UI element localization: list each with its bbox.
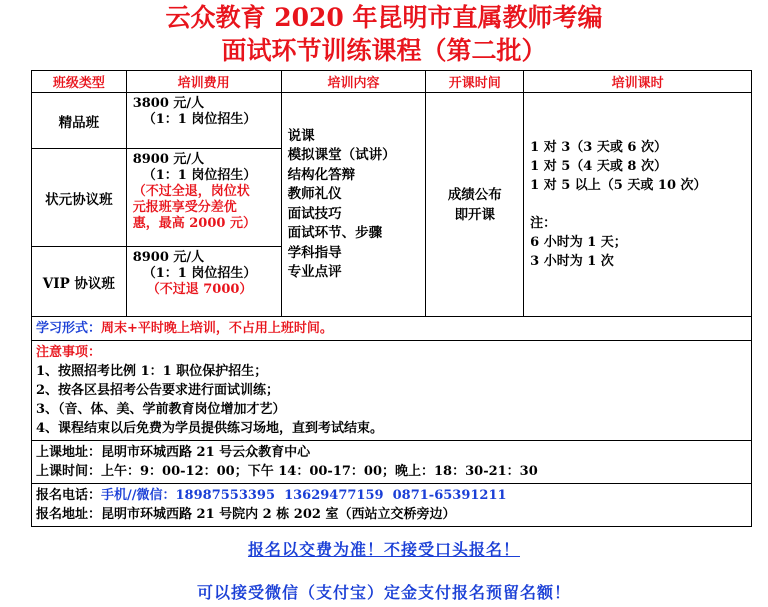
footer-notice: 报名以交费为准！不接受口头报名！ [247, 540, 520, 559]
class-time-label: 上课时间： [36, 464, 102, 479]
fee-note: （不过全退，岗位状 [132, 184, 250, 199]
start-time [426, 93, 524, 317]
hours-note-label: 注： [530, 216, 557, 231]
class-address [36, 443, 747, 462]
phone-value: 18987553395 13629477159 0871-65391211 [175, 488, 507, 503]
class-name: 状元协议班 [32, 149, 127, 247]
hours-item: 6 小时为 1 天； [530, 235, 627, 250]
hours-item: 3 小时为 1 次 [530, 254, 614, 269]
content-item: 专业点评 [287, 264, 342, 280]
start-line: 成绩公布 [447, 186, 502, 203]
content-item: 说课 [287, 127, 315, 144]
header-content: 培训内容 [281, 71, 426, 93]
header-start-time: 开课时间 [426, 71, 524, 93]
class-fee [126, 149, 281, 247]
start-line: 即开课 [454, 206, 496, 223]
fee-note: 元报班享受分差优 [132, 200, 237, 215]
class-info-row [32, 441, 752, 484]
study-form [32, 317, 752, 341]
notes-label: 注意事项： [36, 345, 102, 360]
hours-spacer [530, 195, 751, 214]
study-form-value: 周末+平时晚上培训，不占用上班时间。 [101, 321, 333, 336]
registration-phone [36, 486, 747, 505]
course-table [31, 70, 752, 527]
reg-address-label: 报名地址： [36, 507, 102, 522]
class-address-value: 昆明市环城西路 21 号云众教育中心 [101, 445, 311, 460]
fee-price: 8900 元/人 [132, 152, 205, 167]
header-fee: 培训费用 [126, 71, 281, 93]
page-subtitle: 面试环节训练课程（第二批） [221, 36, 547, 65]
registration-info [32, 484, 752, 527]
class-address-label: 上课地址： [36, 445, 102, 460]
training-hours [524, 93, 752, 317]
note-item: 4、课程结束以后免费为学员提供练习场地，直到考试结束。 [36, 421, 384, 436]
class-time [36, 462, 747, 481]
note-item: 2、按各区县招考公告要求进行面试训练； [36, 383, 280, 398]
content-item: 面试技巧 [287, 205, 342, 222]
content-item: 教师礼仪 [287, 186, 342, 202]
header-hours: 培训课时 [524, 71, 752, 93]
fee-price: 3800 元/人 [132, 96, 205, 111]
class-fee [126, 93, 281, 149]
fee-enrollment: （1：1 岗位招生） [142, 266, 257, 281]
table-row [32, 93, 752, 149]
fee-note: 惠，最高 2000 元） [132, 216, 256, 231]
class-fee [126, 247, 281, 317]
study-form-label: 学习形式： [36, 321, 102, 336]
hours-item: 1 对 3（3 天或 6 次） [530, 140, 667, 155]
training-content [281, 93, 426, 317]
phone-label: 报名电话： [36, 488, 102, 503]
note-item: 1、按照招考比例 1：1 职位保护招生； [36, 364, 268, 379]
fee-enrollment: （1：1 岗位招生） [142, 112, 257, 127]
fee-note: （不过退 7000） [146, 282, 253, 297]
table-header-row [32, 71, 752, 93]
header-class-type: 班级类型 [32, 71, 127, 93]
content-item: 学科指导 [287, 244, 342, 261]
notes-row [32, 341, 752, 441]
class-info [32, 441, 752, 484]
class-time-value: 上午：9：00-12：00；下午 14：00-17：00；晚上：18：30-21：30 [101, 464, 538, 479]
hours-item: 1 对 5（4 天或 8 次） [530, 159, 667, 174]
notes [32, 341, 752, 441]
content-item: 面试环节、步骤 [287, 225, 383, 241]
fee-price: 8900 元/人 [132, 250, 205, 265]
note-item: 3、（音、体、美、学前教育岗位增加才艺） [36, 402, 286, 417]
page-title: 云众教育 2020 年昆明市直属教师考编 [165, 3, 603, 32]
reg-address-value: 昆明市环城西路 21 号院内 2 栋 202 室（西站立交桥旁边） [101, 507, 456, 522]
content-item: 结构化答辩 [287, 166, 356, 183]
phone-prefix: 手机//微信： [101, 488, 176, 503]
footer-payment-notice: 可以接受微信（支付宝）定金支付报名预留名额！ [196, 583, 571, 602]
class-name: VIP 协议班 [32, 247, 127, 317]
registration-address [36, 505, 747, 524]
content-item: 模拟课堂（试讲） [287, 147, 396, 163]
class-name: 精品班 [32, 93, 127, 149]
hours-item: 1 对 5 以上（5 天或 10 次） [530, 178, 707, 193]
registration-row [32, 484, 752, 527]
fee-enrollment: （1：1 岗位招生） [142, 168, 257, 183]
study-form-row [32, 317, 752, 341]
